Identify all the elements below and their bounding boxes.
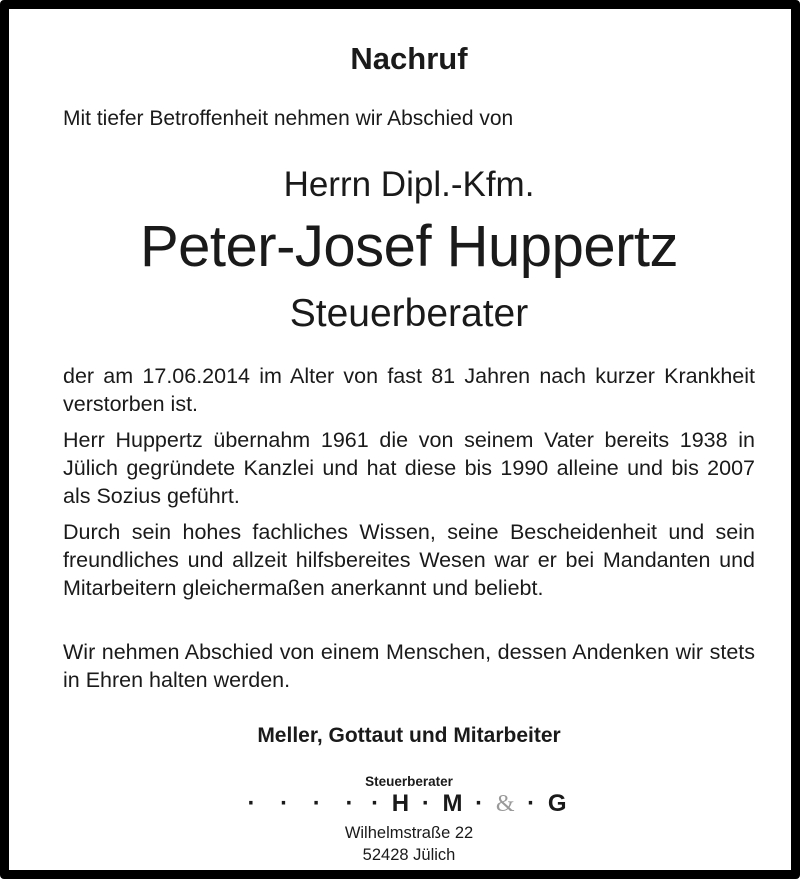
body-paragraph-tribute: Durch sein hohes fachliches Wissen, seine Bescheidenheit und sein freundliches und allzeit hilfsbereites Wesen war er bei Mandanten und Mitarbeitern gleichermaßen anerkannt und beliebt. [63, 520, 755, 600]
logo-letter-m: M [442, 790, 463, 817]
logo-letter-h: H [391, 790, 410, 817]
logo-separator: · [421, 790, 430, 817]
logo-ampersand: & [495, 791, 515, 817]
logo-separator: · [475, 790, 484, 817]
body-paragraph-career: Herr Huppertz übernahm 1961 die von seinem Vater bereits 1938 in Jülich gegründete Kanzlei und hat diese bis 1990 alleine und bis 2007 als Sozius geführt. [63, 428, 755, 508]
firm-logo [9, 790, 800, 818]
body-paragraph-farewell: Wir nehmen Abschied von einem Menschen, dessen Andenken wir stets in Ehren halten werden. [63, 640, 755, 692]
logo-separator: · [527, 790, 536, 817]
signers: Meller, Gottaut und Mitarbeiter [257, 724, 561, 747]
honorific-title: Herrn Dipl.-Kfm. [283, 165, 535, 204]
deceased-profession: Steuerberater [289, 292, 529, 335]
logo-letter-g: G [547, 790, 567, 817]
notice-body [63, 362, 755, 702]
logo-separator: · [371, 790, 380, 817]
logo-dots: · · · · [247, 790, 363, 817]
firm-street: Wilhelmstraße 22 [344, 824, 474, 842]
firm-label: Steuerberater [365, 774, 453, 789]
firm-city: 52428 Jülich [362, 846, 456, 864]
notice-heading: Nachruf [350, 41, 468, 76]
intro-text: Mit tiefer Betroffenheit nehmen wir Abschied von [63, 107, 514, 130]
deceased-name: Peter-Josef Huppertz [139, 214, 679, 279]
body-paragraph-death: der am 17.06.2014 im Alter von fast 81 Jahren nach kurzer Krankheit verstorben ist. [63, 364, 755, 416]
